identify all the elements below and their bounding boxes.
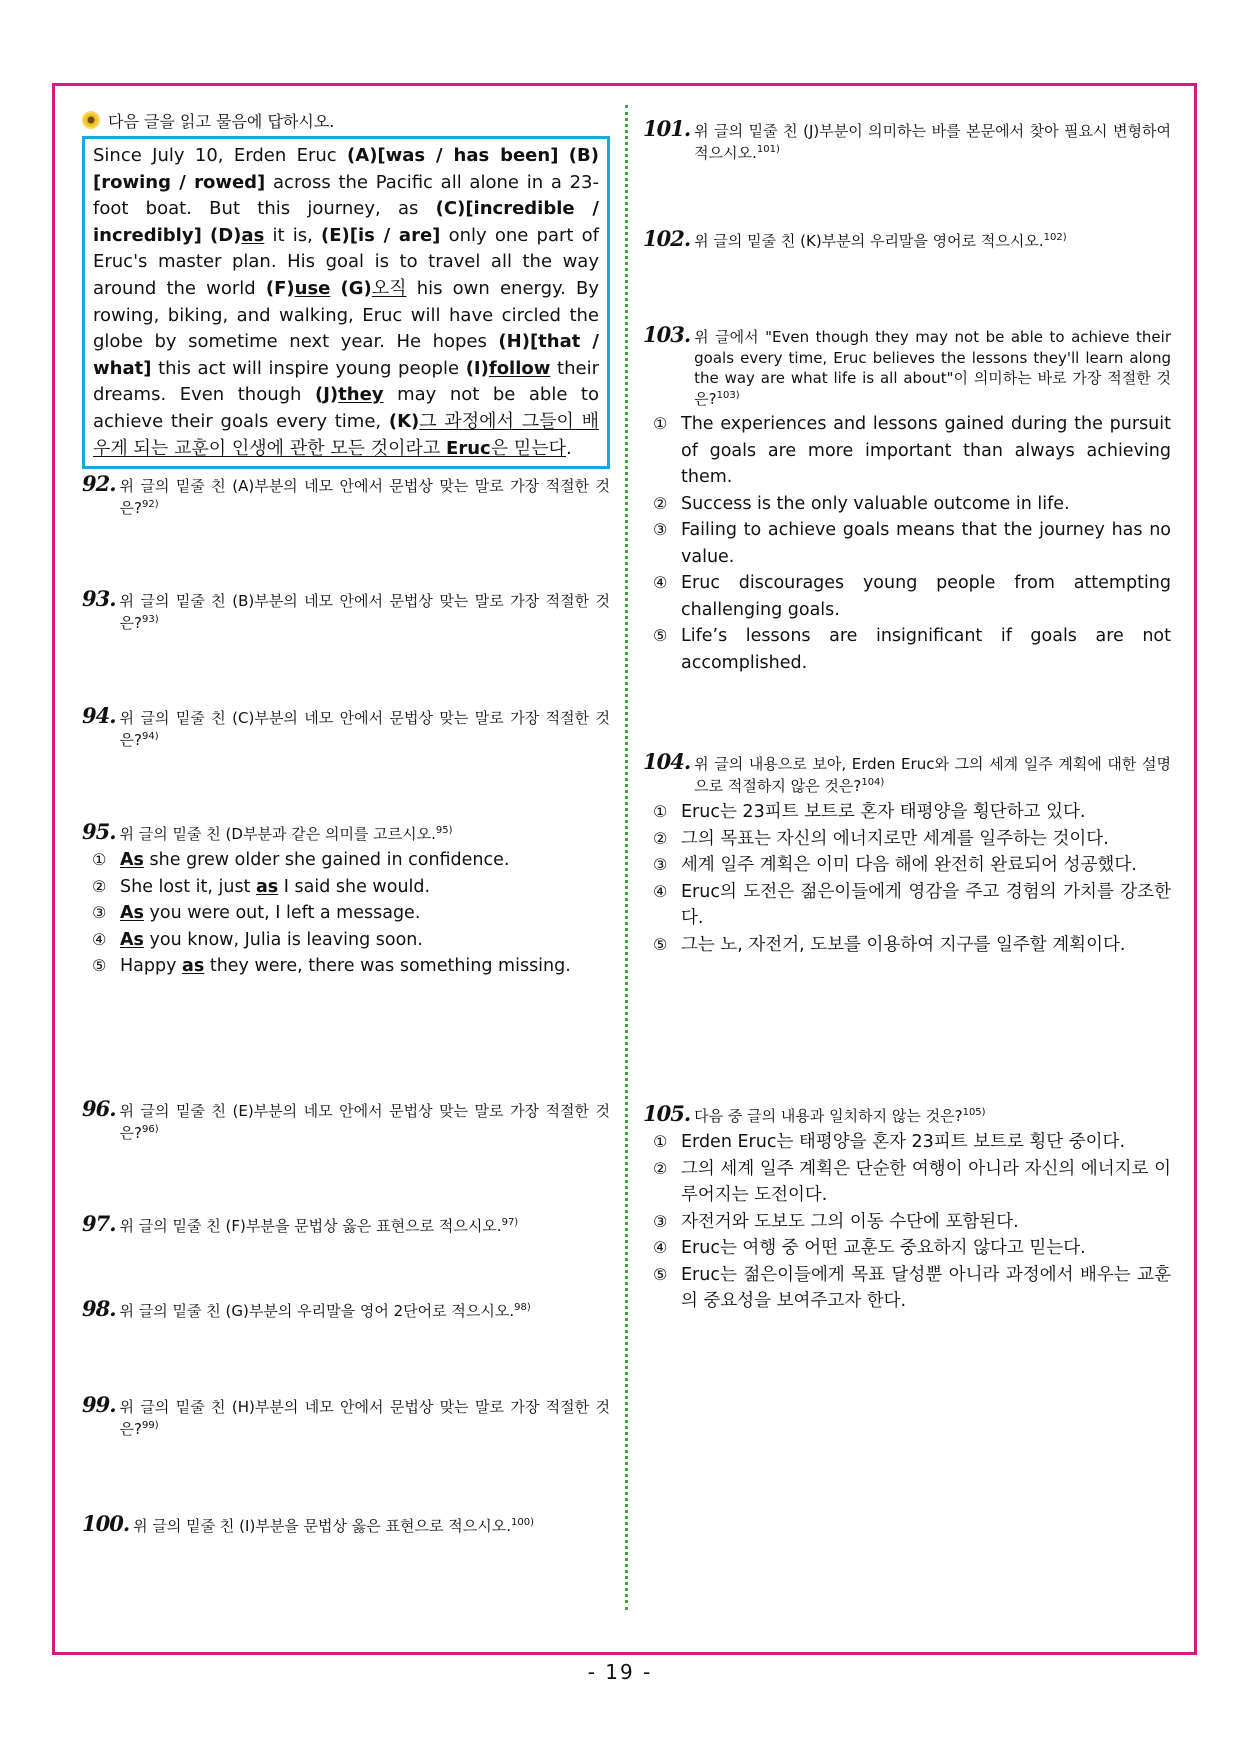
option-text (120, 847, 610, 874)
option-text (681, 517, 1171, 570)
option-text (681, 852, 1171, 879)
footnote-ref: 98) (514, 1302, 531, 1313)
flower-icon (82, 111, 100, 129)
option-segment: Success is the only valuable outcome in life. (681, 493, 1070, 514)
question-prompt (120, 1100, 610, 1144)
passage-segment: may not be able to achieve their goals every time, (93, 384, 599, 432)
footnote-ref: 97) (501, 1217, 519, 1228)
question-number: 101. (643, 116, 691, 141)
option-segment: 그는 노, 자전거, 도보를 이용하여 지구를 일주할 계획이다. (681, 934, 1126, 955)
passage-segment: their dreams. Even though (93, 357, 599, 406)
answer-option-3[interactable] (643, 852, 1171, 879)
passage-segment: Eruc (446, 437, 491, 459)
footnote-ref: 104) (861, 777, 885, 788)
question-prompt (120, 1215, 610, 1237)
passage-segment: (C)[incredible / incredibly] (93, 198, 599, 246)
answer-option-4[interactable] (643, 570, 1171, 623)
question-text: 위 글의 밑줄 친 (B)부분의 네모 안에서 문법상 맞는 말로 가장 적절한 것은? (119, 592, 610, 632)
passage-segment: . (566, 437, 572, 459)
question-header (82, 588, 610, 634)
passage-segment: as (241, 224, 265, 246)
question-text: 다음 중 글의 내용과 일치하지 않는 것은? (694, 1107, 963, 1125)
question-95 (82, 821, 610, 980)
passage-segment: (B)[rowing / rowed] (93, 145, 599, 193)
option-segment: they were, there was something missing. (204, 956, 571, 976)
option-number: ④ (653, 881, 668, 901)
passage-segment: 은 믿는다 (490, 437, 566, 459)
question-92 (82, 473, 610, 519)
instruction-text: 다음 글을 읽고 물음에 답하시오. (108, 111, 335, 131)
answer-option-1[interactable] (643, 411, 1171, 491)
option-segment: Eruc는 젊은이들에게 목표 달성뿐 아니라 과정에서 배우는 교훈의 중요성을 보여주고자 한다. (681, 1264, 1171, 1311)
passage-segment: (G) (340, 277, 372, 299)
passage-segment: Since July 10, Erden Eruc (93, 145, 348, 166)
question-prompt (694, 327, 1171, 409)
question-prompt (694, 1105, 1171, 1127)
option-number: ⑤ (92, 956, 107, 975)
answer-option-5[interactable] (82, 953, 610, 980)
question-number: 100. (82, 1511, 130, 1536)
left-column (82, 108, 610, 1536)
reading-passage (82, 136, 610, 469)
footnote-ref: 92) (142, 499, 159, 510)
option-segment: I said she would. (278, 876, 431, 897)
answer-option-2[interactable] (643, 1156, 1171, 1209)
question-96 (82, 1098, 610, 1144)
passage-segment: only one part of Eruc's master plan. His goal is to travel all the way around the world (93, 224, 599, 299)
answer-option-3[interactable] (82, 900, 610, 927)
option-text (681, 411, 1171, 491)
question-number: 99. (82, 1392, 116, 1417)
footnote-ref: 102) (1043, 232, 1067, 243)
question-number: 102. (643, 226, 691, 251)
option-segment: She lost it, just (120, 876, 256, 897)
answer-option-2[interactable] (643, 491, 1171, 518)
option-number: ⑤ (653, 1264, 668, 1284)
option-text (120, 874, 610, 901)
answer-options (643, 799, 1171, 958)
passage-segment: (J) (315, 384, 339, 406)
passage-segment: (A)[was / has been] (347, 145, 559, 166)
footnote-ref: 93) (142, 614, 159, 625)
question-prompt (120, 475, 610, 519)
question-header (82, 1394, 610, 1440)
question-header (82, 1213, 610, 1237)
question-number: 105. (643, 1101, 691, 1126)
option-segment: as (255, 876, 279, 897)
question-98 (82, 1298, 610, 1322)
option-text (681, 826, 1171, 853)
question-102 (643, 228, 1171, 252)
option-number: ⑤ (653, 626, 668, 645)
question-103 (643, 324, 1171, 676)
footnote-ref: 94) (142, 731, 159, 742)
option-number: ③ (653, 855, 668, 874)
option-segment: As (120, 929, 144, 950)
question-94 (82, 705, 610, 751)
passage-segment: (F) (265, 277, 295, 299)
option-text (120, 953, 610, 980)
answer-option-3[interactable] (643, 1209, 1171, 1236)
option-segment: as (182, 956, 205, 976)
option-segment: As (120, 850, 144, 870)
question-97 (82, 1213, 610, 1237)
footnote-ref: 100) (510, 1517, 534, 1528)
answer-option-1[interactable] (643, 1129, 1171, 1156)
option-text (681, 879, 1171, 932)
passage-segment: this act will inspire young people (151, 357, 466, 379)
option-segment: Eruc는 23피트 보트로 혼자 태평양을 횡단하고 있다. (681, 802, 1086, 822)
question-number: 93. (82, 586, 116, 611)
answer-option-1[interactable] (643, 799, 1171, 826)
question-number: 92. (82, 471, 116, 496)
question-header (82, 1513, 610, 1537)
passage-segment: use (294, 277, 331, 299)
question-header (82, 473, 610, 519)
option-number: ② (653, 1158, 668, 1178)
question-number: 103. (643, 322, 691, 347)
question-header (643, 324, 1171, 409)
passage-segment: (H)[that / what] (93, 331, 599, 379)
passage-segment: 오직 (371, 277, 407, 299)
question-header (643, 1103, 1171, 1127)
passage-segment: they (338, 384, 384, 406)
option-text (681, 1209, 1171, 1236)
answer-option-2[interactable] (82, 874, 610, 901)
footnote-ref: 101) (756, 144, 780, 155)
option-segment: Failing to achieve goals means that the journey has no value. (681, 520, 1171, 567)
instruction (82, 108, 610, 132)
option-number: ① (653, 802, 668, 821)
footnote-ref: 99) (142, 1420, 159, 1431)
answer-option-1[interactable] (82, 847, 610, 874)
answer-option-4[interactable] (82, 927, 610, 954)
question-105 (643, 1103, 1171, 1315)
question-number: 98. (82, 1296, 116, 1321)
option-text (681, 623, 1171, 676)
option-text (681, 1235, 1171, 1262)
question-header (82, 705, 610, 751)
passage-segment (202, 225, 210, 246)
question-prompt (120, 1300, 610, 1322)
passage-segment: his own energy. By rowing, biking, and walking, Eruc will have circled the globe by sometime next year. He hopes (93, 277, 599, 353)
question-prompt (694, 753, 1171, 797)
footnote-ref: 95) (435, 825, 453, 836)
option-number: ② (653, 828, 668, 848)
option-number: ① (653, 1132, 668, 1151)
question-prompt (120, 590, 610, 634)
passage-segment: it is, (264, 224, 322, 246)
question-100 (82, 1513, 610, 1537)
option-number: ② (92, 876, 107, 896)
option-segment: The experiences and lessons gained during the pursuit of goals are more important than always achieving them. (681, 414, 1171, 487)
question-prompt (120, 823, 610, 845)
option-number: ① (92, 850, 107, 869)
passage-segment: follow (488, 357, 551, 379)
option-text (681, 799, 1171, 826)
option-number: ④ (653, 1238, 668, 1257)
answer-options (643, 1129, 1171, 1315)
option-text (681, 1262, 1171, 1315)
question-prompt (120, 707, 610, 751)
option-text (120, 927, 610, 954)
option-segment: 그의 세계 일주 계획은 단순한 여행이 아니라 자신의 에너지로 이루어지는 도전이다. (681, 1158, 1171, 1205)
question-text: 위 글의 밑줄 친 (G)부분의 우리말을 영어 2단어로 적으시오. (119, 1302, 515, 1320)
option-text (681, 491, 1171, 518)
option-segment: 세계 일주 계획은 이미 다음 해에 완전히 완료되어 성공했다. (681, 855, 1137, 875)
question-prompt (120, 1396, 610, 1440)
option-segment: you were out, I left a message. (143, 903, 421, 923)
answer-options (82, 847, 610, 980)
question-header (82, 821, 610, 845)
footnote-ref: 105) (962, 1107, 986, 1118)
option-segment: 그의 목표는 자신의 에너지로만 세계를 일주하는 것이다. (681, 828, 1109, 849)
option-number: ② (653, 493, 668, 513)
option-text (681, 932, 1171, 959)
question-93 (82, 588, 610, 634)
option-segment: Eruc는 여행 중 어떤 교훈도 중요하지 않다고 믿는다. (681, 1238, 1086, 1258)
option-segment: 자전거와 도보도 그의 이동 수단에 포함된다. (681, 1211, 1019, 1232)
option-segment: Erden Eruc는 태평양을 혼자 23피트 보트로 횡단 중이다. (681, 1132, 1126, 1152)
question-number: 96. (82, 1096, 116, 1121)
passage-segment: (E)[is / are] (321, 224, 441, 246)
question-99 (82, 1394, 610, 1440)
question-header (643, 751, 1171, 797)
option-number: ④ (92, 929, 107, 949)
question-number: 104. (643, 749, 691, 774)
question-number: 97. (82, 1211, 116, 1236)
question-header (643, 118, 1171, 164)
question-header (643, 228, 1171, 252)
passage-segment (330, 278, 340, 299)
answer-option-5[interactable] (643, 932, 1171, 959)
question-prompt (694, 230, 1171, 252)
option-segment: As (120, 903, 144, 923)
question-text: 위 글의 밑줄 친 (I)부분을 문법상 옳은 표현으로 적으시오. (133, 1517, 511, 1535)
passage-segment: across the Pacific all alone in a 23-foot boat. But this journey, as (93, 171, 599, 220)
option-text (120, 900, 610, 927)
question-header (82, 1298, 610, 1322)
question-text: 위 글의 밑줄 친 (H)부분의 네모 안에서 문법상 맞는 말로 가장 적절한 것은? (119, 1398, 610, 1438)
option-number: ③ (653, 1211, 668, 1231)
option-text (681, 1156, 1171, 1209)
question-text: 위 글의 밑줄 친 (A)부분의 네모 안에서 문법상 맞는 말로 가장 적절한 것은? (119, 477, 610, 517)
question-number: 94. (82, 703, 116, 728)
option-segment: she grew older she gained in confidence. (143, 850, 510, 870)
option-segment: Life’s lessons are insignificant if goals are not accomplished. (681, 626, 1171, 673)
page-number: - 19 - (587, 1660, 653, 1684)
answer-option-3[interactable] (643, 517, 1171, 570)
column-divider (625, 105, 628, 1610)
question-number: 95. (82, 819, 116, 844)
question-101 (643, 118, 1171, 164)
option-number: ③ (653, 520, 668, 539)
option-segment: Happy (120, 956, 183, 976)
question-text: 위 글의 밑줄 친 (J)부분이 의미하는 바를 본문에서 찾아 필요시 변형하여 적으시오. (694, 122, 1171, 162)
question-header (82, 1098, 610, 1144)
passage-segment (558, 145, 568, 166)
option-segment: you know, Julia is leaving soon. (143, 929, 423, 950)
option-number: ③ (92, 903, 107, 922)
question-text: 위 글의 밑줄 친 (F)부분을 문법상 옳은 표현으로 적으시오. (119, 1217, 502, 1235)
option-segment: Eruc의 도전은 젊은이들에게 영감을 주고 경험의 가치를 강조한다. (681, 881, 1171, 928)
question-text: 위 글의 내용으로 보아, Erden Eruc와 그의 세계 일주 계획에 대한 설명으로 적절하지 않은 것은? (694, 755, 1171, 795)
option-number: ④ (653, 573, 668, 592)
answer-option-5[interactable] (643, 1262, 1171, 1315)
passage-segment: (K) (388, 410, 420, 432)
question-text: 위 글의 밑줄 친 (E)부분의 네모 안에서 문법상 맞는 말로 가장 적절한 것은? (119, 1102, 610, 1142)
question-prompt (133, 1515, 610, 1537)
answer-option-4[interactable] (643, 1235, 1171, 1262)
option-number: ① (653, 414, 668, 433)
option-text (681, 1129, 1171, 1156)
question-text: 위 글의 밑줄 친 (C)부분의 네모 안에서 문법상 맞는 말로 가장 적절한 것은? (119, 709, 610, 749)
answer-options (643, 411, 1171, 676)
question-text: 위 글의 밑줄 친 (D부분과 같은 의미를 고르시오. (119, 825, 436, 843)
question-104 (643, 751, 1171, 958)
footnote-ref: 96) (142, 1124, 159, 1135)
answer-option-2[interactable] (643, 826, 1171, 853)
question-text: 위 글에서 "Even though they may not be able to achieve their goals every time, Eruc believes the lessons they'll learn along the way are what life is all about"이 의미하는 바로 가장 적절한 것은? (694, 328, 1171, 408)
option-segment: Eruc discourages young people from attempting challenging goals. (681, 573, 1171, 620)
passage-segment: (D) (210, 224, 242, 246)
passage-segment: (I) (465, 357, 489, 379)
option-number: ⑤ (653, 934, 668, 954)
question-prompt (694, 120, 1171, 164)
answer-option-5[interactable] (643, 623, 1171, 676)
question-text: 위 글의 밑줄 친 (K)부분의 우리말을 영어로 적으시오. (694, 232, 1044, 250)
passage-segment: 그 과정에서 그들이 배우게 되는 교훈이 인생에 관한 모든 것이라고 (93, 410, 599, 459)
option-text (681, 570, 1171, 623)
footnote-ref: 103) (716, 389, 740, 401)
answer-option-4[interactable] (643, 879, 1171, 932)
